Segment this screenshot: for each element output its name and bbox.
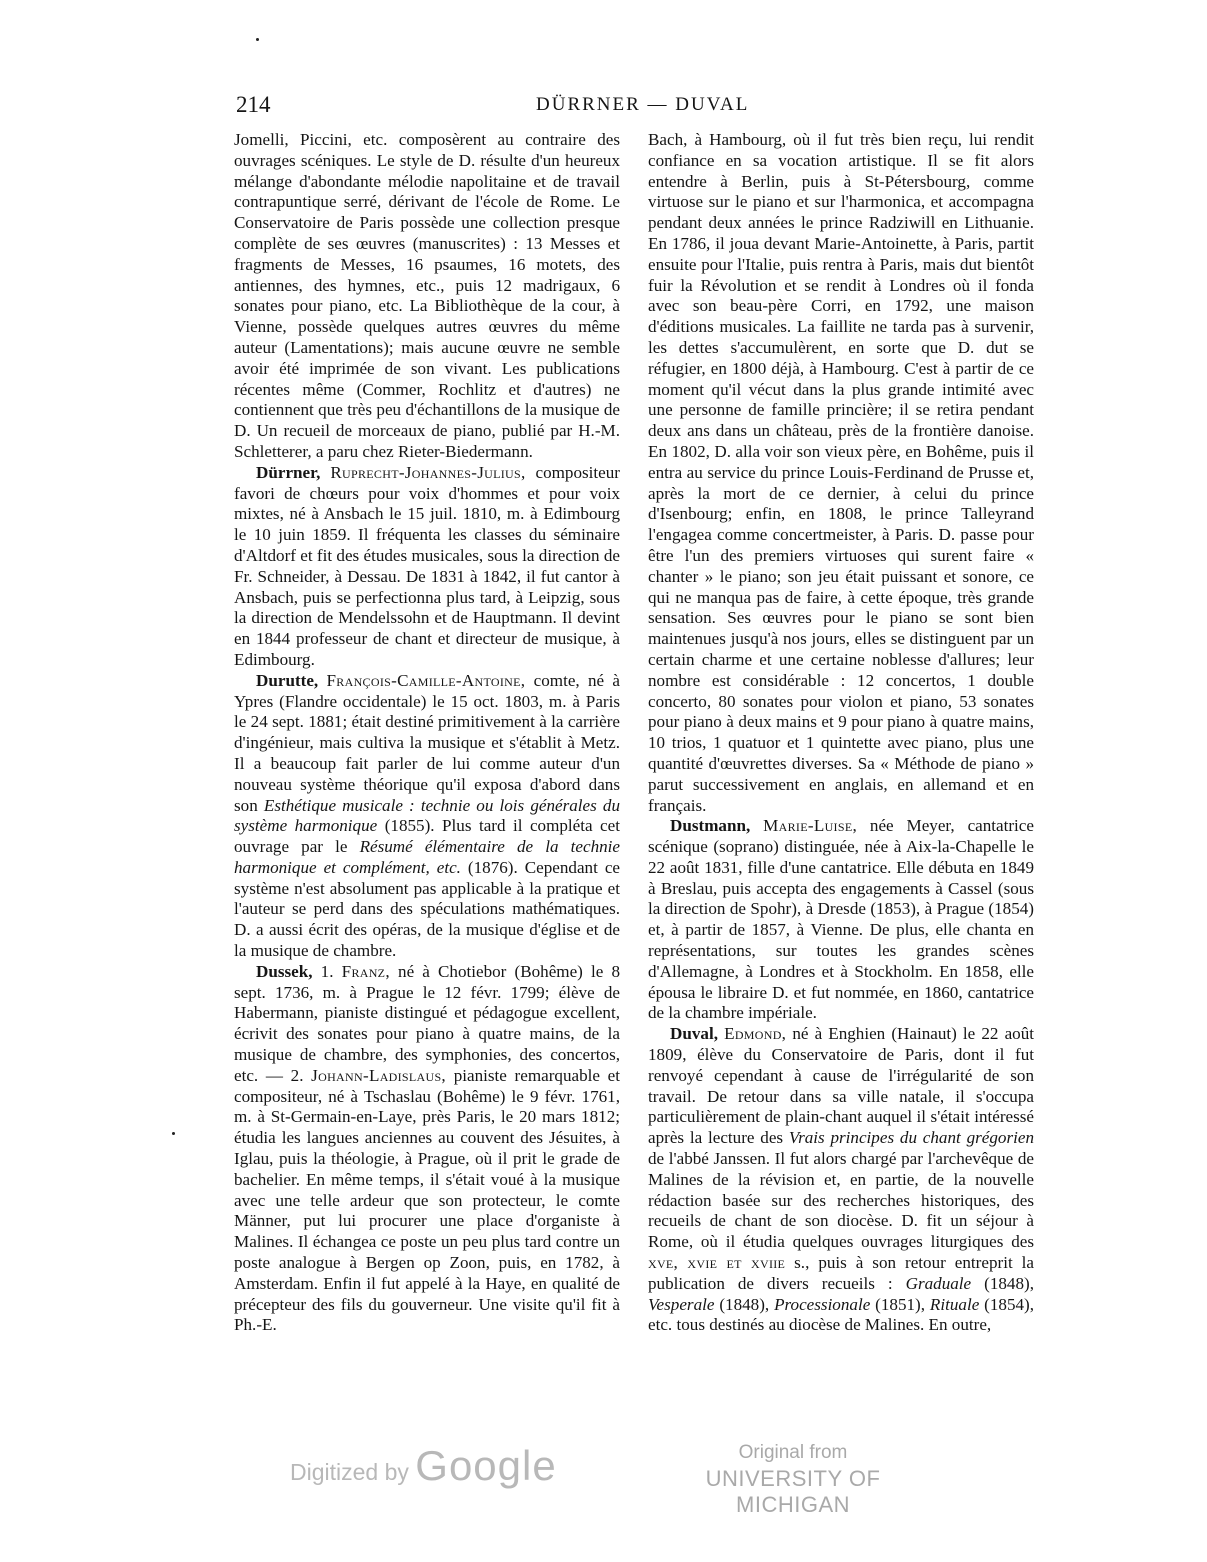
digitized-by-watermark	[290, 1442, 557, 1490]
centuries: xve, xvie et xviie	[648, 1253, 786, 1273]
work-title: Rituale	[929, 1294, 980, 1314]
running-head: DÜRRNER — DUVAL	[536, 94, 750, 115]
entry-text: né à Enghien (Hainaut) le 22 août 1809, élève du Conservatoire de Paris, dont il fut renvoyé cependant à cause de l'irrégularité de son travail. De retour dans sa ville natale, il s'occupa particulièrement de plain-chant auquel il s'était intéressé après la lecture des	[648, 1024, 1034, 1148]
work-title: Esthétique musicale : technie ou lois générales du système harmonique	[234, 795, 620, 836]
right-column	[648, 130, 1034, 1336]
entry-text: (1854), etc. tous destinés au diocèse de Malines. En outre,	[648, 1294, 1035, 1335]
page-number: 214	[236, 92, 271, 117]
entry-dussek	[234, 962, 620, 1336]
entry-text: compositeur favori de chœurs pour voix d'hommes et pour voix mixtes, né à Ansbach le 15 juil. 1810, m. à Edimbourg le 10 juin 1859. Il fréquenta les classes du séminaire d'Altdorf et fit des études musicales, sous la direction de Fr. Schneider, à Dessau. De 1831 à 1842, il fut cantor à Ansbach, puis se perfectionna plus tard, à Leipzig, sous la direction de Mendelssohn et de Hauptmann. Il devint en 1844 professeur de chant et directeur de musique, à Edimbourg.	[234, 462, 620, 669]
entry-duval	[648, 1024, 1034, 1336]
page-header	[236, 92, 1018, 128]
entry-text: de l'abbé Janssen. Il fut alors chargé par l'archevêque de Malines de la révision et, en partie, de la nouvelle rédaction basée sur des recherches historiques, des recueils de chant de son diocèse. D. fit un séjour à Rome, où il étudia quelques ouvrages liturgiques des	[648, 1149, 1034, 1252]
entry-given-names: Edmond,	[724, 1024, 787, 1044]
entry-given-names: François-Camille-Antoine,	[326, 670, 526, 690]
entry-given-names: Ruprecht-Johannes-Julius,	[330, 462, 526, 482]
scan-footer	[0, 1432, 1207, 1517]
scan-speck	[172, 1132, 175, 1135]
entry-text: comte, né à Ypres (Flandre occidentale) le 15 oct. 1803, m. à Paris le 24 sept. 1881; était destiné primitivement à la carrière d'ingénieur, mais cultiva la musique et s'établit à Metz. Il a beaucoup fait parler de lui comme auteur d'un nouveau système théorique qu'il exposa d'abord dans son	[234, 670, 620, 815]
entry-text: (1876). Cependant ce système n'est absolument pas applicable à la pratique et l'auteur se perd dans des spéculations mathématiques. D. a aussi écrit des opéras, de la musique d'église et de la musique de chambre.	[234, 857, 620, 961]
left-column	[234, 130, 620, 1336]
entry-text: s., puis à son retour entreprit la publication de divers recueils :	[648, 1253, 1034, 1293]
entry-lemma: Dussek,	[256, 961, 313, 981]
entry-lemma: Duval,	[670, 1024, 718, 1044]
entry-lemma: Dustmann,	[670, 816, 751, 836]
entry-number: 1.	[320, 961, 334, 981]
entry-given-names: Johann-Ladislaus,	[311, 1065, 446, 1085]
work-title: Vesperale	[648, 1294, 715, 1314]
continued-paragraph: Bach, à Hambourg, où il fut très bien reçu, lui rendit confiance en sa vocation artistique. Il se fit alors entendre à Berlin, puis à St-Pétersbourg, comme virtuose sur le piano et sur l'harmonica, et accompagna pendant deux années le prince Radziwill en Lithuanie. En 1786, il joua devant Marie-Antoinette, à Paris, partit ensuite pour l'Italie, puis rentra à Paris, mais dut bientôt fuir la Révolution et se rendit à Londres où il fonda avec son beau-père Corri, en 1792, une maison d'éditions musicales. La faillite ne tarda pas à survenir, les dettes s'accumulèrent, en sorte que D. dut se réfugier, en 1800 déjà, à Hambourg. C'est à partir de ce moment qu'il vécut dans la plus grande intimité avec une personne de famille princière; il se retira pendant deux ans dans un château, près de la frontière danoise. En 1802, D. alla voir son vieux père, en Bohême, puis il entra au service du prince Louis-Ferdinand de Prusse et, après la mort de ce dernier, à celui du prince d'Isenbourg; enfin, en 1808, le prince Talleyrand l'engagea comme concertmeister, à Paris. D. passe pour être l'un des premiers virtuoses qui surent faire « chanter » le piano; son jeu était puissant et sonore, ce qui ne manqua pas de faire, à cette époque, très grande sensation. Ses œuvres pour le piano se sont bien maintenues jusqu'à nos jours, elles se distinguent par un certain charme et une certaine noblesse d'allures; leur nombre est considérable : 12 concertos, 1 double concerto, 80 sonates pour violon et piano, 53 sonates pour piano à deux mains et 9 pour piano à quatre mains, 10 trios, 1 quatuor et 1 quintette avec piano, plus une quantité d'œuvrettes diverses. Sa « Méthode de piano » parut successivement en anglais, en allemand et en français.	[648, 130, 1034, 815]
work-title: Vrais principes du chant grégorien	[788, 1128, 1034, 1148]
original-from-label: Original from	[738, 1442, 848, 1463]
google-logo: Google	[415, 1442, 557, 1489]
work-title: Processionale	[774, 1294, 871, 1314]
work-title: Graduale	[905, 1273, 972, 1293]
entry-text: (1855). Plus tard il compléta cet ouvrage par le	[234, 816, 620, 857]
original-source-watermark	[668, 1440, 918, 1518]
digitized-prefix: Digitized by	[290, 1459, 409, 1485]
entry-text: pianiste remarquable et compositeur, né à Tschaslau (Bohême) le 9 févr. 1761, m. à St-Germain-en-Laye, près Paris, le 20 mars 1812; étudia les langues anciennes au couvent des Jésuites, à Iglau, puis la théologie, à Prague, où il prit le grade de bachelier. En même temps, il s'était voué à la musique avec une telle ardeur que son protecteur, le comte Männer, put lui procurer une place d'organiste à Malines. Il échangea ce poste un peu plus tard contre un poste analogue à Bergen op Zoon, puis, en 1782, à Amsterdam. Enfin il fut appelé à la Haye, en qualité de précepteur des fils du gouverneur. Une visite qu'il fit à Ph.-E.	[234, 1065, 620, 1335]
entry-text: née Meyer, cantatrice scénique (soprano) distinguée, née à Aix-la-Chapelle le 22 août 1831, fille d'une cantatrice. Elle débuta en 1849 à Breslau, puis accepta des engagements à Cassel (sous la direction de Spohr), à Dresde (1853), à Prague (1854) et, à partir de 1857, à Vienne. De plus, elle chanta en représentations, sur toutes les grandes scènes d'Allemagne, à Londres et à Stockholm. En 1858, elle épousa le libraire D. et fut nommée, en 1860, cantatrice de la chambre impériale.	[648, 816, 1034, 1023]
entry-text: né à Chotiebor (Bohême) le 8 sept. 1736, m. à Prague le 12 févr. 1799; élève de Habermann, pianiste distingué et pédagogue excellent, écrivit des sonates pour piano à quatre mains, de la musique de chambre, des symphonies, des concertos, etc. — 2.	[234, 961, 620, 1085]
entry-text: (1851),	[875, 1294, 926, 1314]
entry-durutte	[234, 671, 620, 962]
university-label: UNIVERSITY OF MICHIGAN	[705, 1466, 881, 1517]
entry-given-names: Franz,	[341, 961, 390, 981]
entry-dustmann	[648, 816, 1034, 1024]
entry-given-names: Marie-Luise,	[763, 816, 858, 836]
entry-text: (1848),	[719, 1294, 770, 1314]
work-title: Résumé élémentaire de la technie harmonique et complément, etc.	[234, 837, 620, 877]
entry-text: (1848),	[984, 1273, 1034, 1293]
entry-lemma: Durutte,	[256, 670, 319, 690]
continued-paragraph: Jomelli, Piccini, etc. composèrent au contraire des ouvrages scéniques. Le style de D. résulte d'un heureux mélange d'abondante mélodie napolitaine et de travail contrapuntique serré, dérivant de l'école de Rome. Le Conservatoire de Paris possède une collection presque complète de ses œuvres (manuscrites) : 13 Messes et fragments de Messes, 16 psaumes, 16 motets, des antiennes, des hymnes, etc., puis 12 madrigaux, 6 sonates pour piano, etc. La Bibliothèque de la cour, à Vienne, possède quelques autres œuvres du même auteur (Lamentations); mais aucune œuvre ne semble avoir été imprimée de son vivant. Les publications récentes même (Commer, Rochlitz et d'autres) ne contiennent que très peu d'échantillons de la musique de D. Un recueil de morceaux de piano, publié par H.-M. Schletterer, a paru chez Rieter-Biedermann.	[234, 130, 620, 461]
entry-durrner	[234, 463, 620, 671]
scan-speck	[256, 38, 259, 41]
entry-lemma: Dürrner,	[256, 462, 321, 482]
